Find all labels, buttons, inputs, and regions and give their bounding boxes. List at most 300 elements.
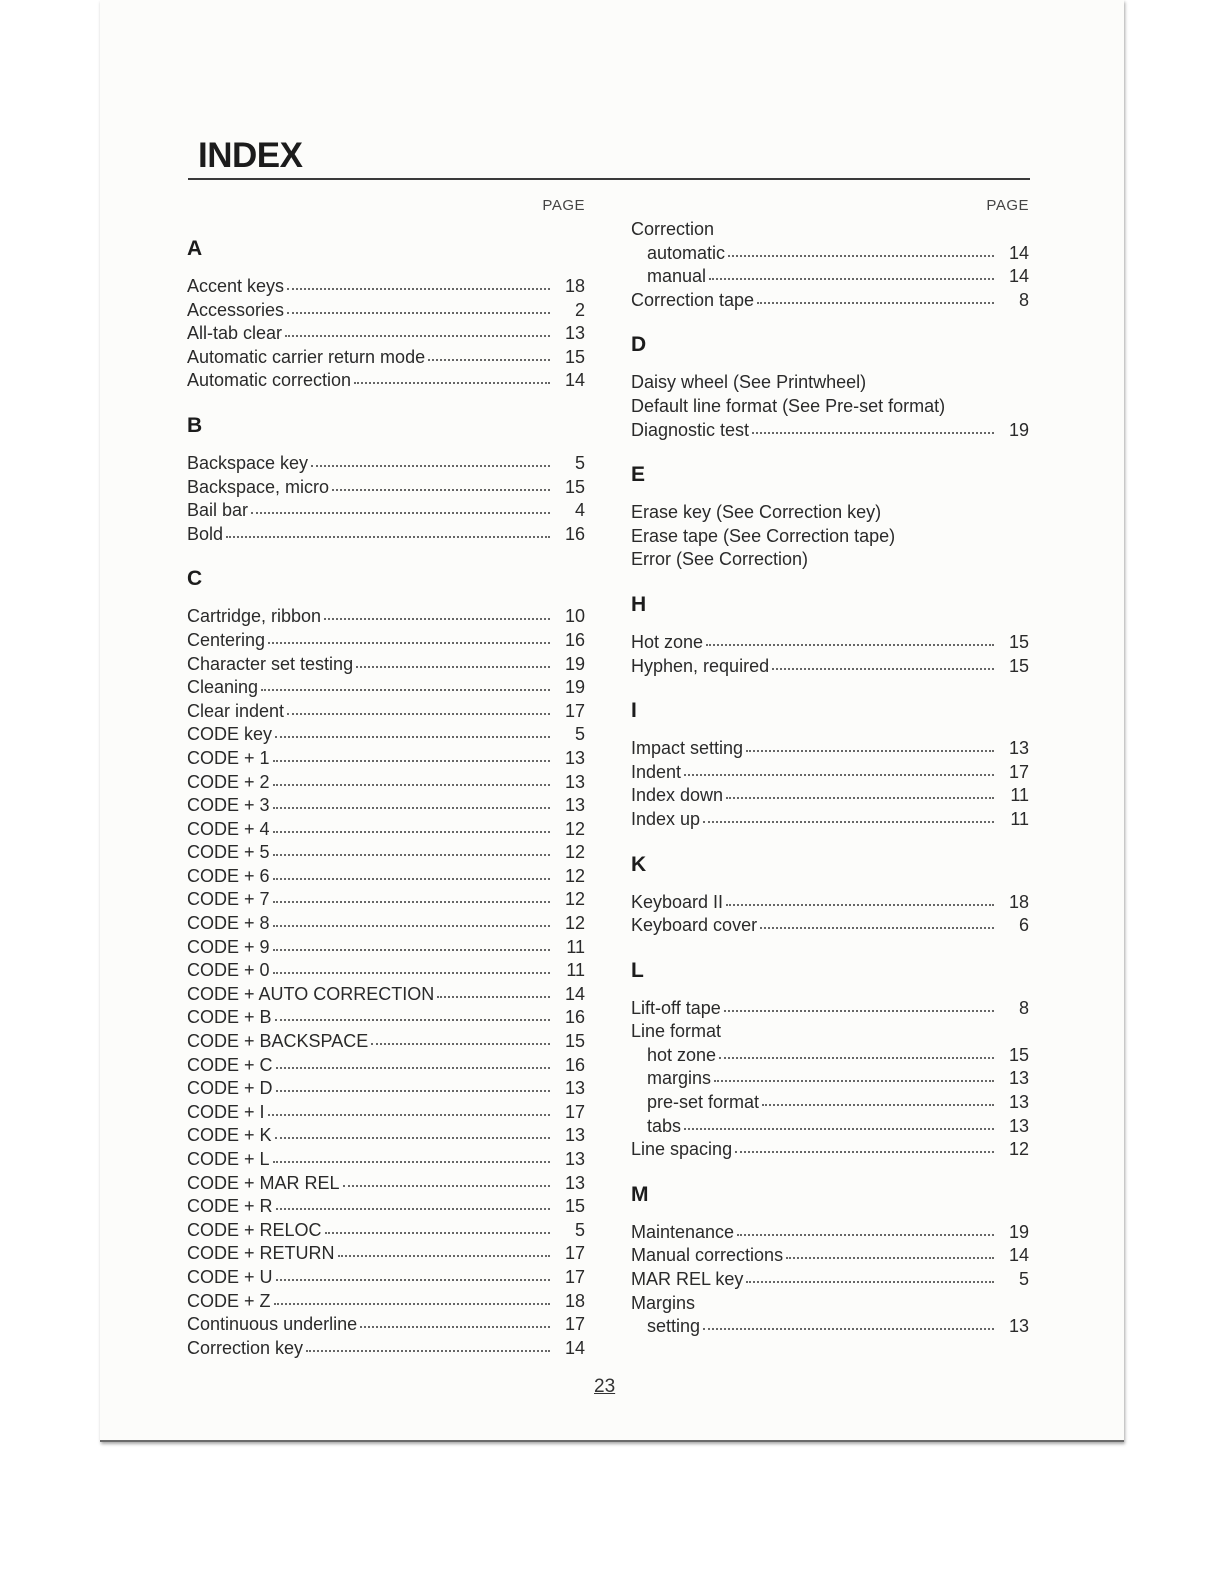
entry-page: 16: [564, 523, 585, 544]
entry-text: MAR REL key: [631, 1269, 744, 1290]
dot-leader: [273, 770, 550, 786]
dot-leader: [746, 736, 994, 752]
entry-page: 13: [564, 747, 585, 768]
index-entry: [631, 395, 1029, 419]
dot-leader: [724, 996, 994, 1012]
dot-leader: [746, 1267, 994, 1283]
page-column-header: PAGE: [986, 197, 1029, 214]
entry-page: 16: [564, 1054, 585, 1075]
dot-leader: [884, 502, 994, 516]
entry-text: CODE key: [187, 724, 273, 745]
index-entry: [187, 1148, 585, 1172]
entry-text: CODE + L: [187, 1149, 270, 1169]
entry-text: CODE + 2: [187, 771, 270, 792]
entry-page: 5: [574, 1219, 585, 1240]
dot-leader: [752, 418, 994, 434]
dot-leader: [371, 1029, 550, 1045]
index-section: [631, 463, 1029, 572]
index-section: [187, 567, 585, 1360]
entry-text: CODE + RETURN: [187, 1243, 335, 1264]
index-entry: [631, 548, 1029, 572]
dot-leader: [251, 498, 550, 514]
index-entry: [631, 891, 1029, 915]
entry-text: manual: [647, 266, 707, 287]
entry-text: CODE + D: [187, 1078, 273, 1099]
entry-text: Cleaning: [187, 677, 259, 698]
dot-leader: [275, 722, 550, 738]
section-letter: C: [187, 567, 203, 591]
index-entry: [187, 936, 585, 960]
index-entry: [187, 1290, 585, 1314]
index-entry: [631, 1268, 1029, 1292]
dot-leader: [811, 549, 994, 563]
index-entry: [187, 888, 585, 912]
entry-text: Character set testing: [187, 653, 354, 674]
entry-text: CODE + 5: [187, 842, 270, 863]
entry-text: Bold: [187, 523, 224, 544]
entry-page: 16: [564, 1007, 585, 1028]
dot-leader: [285, 321, 550, 337]
index-entry: [187, 299, 585, 323]
index-entry: [631, 1292, 1029, 1316]
entry-text: CODE + 6: [187, 865, 270, 886]
dot-leader: [703, 807, 994, 823]
dot-leader: [898, 526, 994, 540]
index-entry: [631, 242, 1029, 266]
index-entry: [631, 289, 1029, 313]
index-entry: [187, 818, 585, 842]
entry-text: CODE + R: [187, 1196, 273, 1217]
entry-text: Erase key (See Correction key): [631, 502, 882, 523]
entry-page: 17: [564, 1101, 585, 1122]
entry-page: 17: [564, 1243, 585, 1264]
entry-text: CODE + Z: [187, 1290, 271, 1311]
index-entry: [187, 1242, 585, 1266]
dot-leader: [703, 1314, 994, 1330]
entry-text: Impact setting: [631, 738, 744, 759]
entry-text: Manual corrections: [631, 1245, 784, 1266]
entry-text: CODE + AUTO CORRECTION: [187, 983, 435, 1004]
entry-text: Line spacing: [631, 1139, 733, 1160]
dot-leader: [273, 817, 550, 833]
entry-page: 13: [1008, 1115, 1029, 1136]
index-entry: [187, 1337, 585, 1361]
index-entry: [187, 1195, 585, 1219]
entry-text: Error (See Correction): [631, 549, 809, 570]
entry-page: 5: [574, 724, 585, 745]
entry-page: 15: [1008, 1044, 1029, 1065]
dot-leader: [719, 1043, 994, 1059]
dot-leader: [325, 1218, 550, 1234]
dot-leader: [724, 1021, 994, 1035]
entry-page: 12: [564, 818, 585, 839]
entry-text: CODE + 8: [187, 913, 270, 934]
index-entry: [631, 501, 1029, 525]
entry-page: 19: [564, 653, 585, 674]
index-entry: [187, 1077, 585, 1101]
entry-page: 17: [1008, 761, 1029, 782]
index-section: [631, 1183, 1029, 1339]
dot-leader: [760, 913, 994, 929]
entry-text: Bail bar: [187, 500, 249, 521]
section-letter: B: [187, 413, 203, 437]
entry-text: margins: [647, 1068, 712, 1089]
index-entry: [187, 1006, 585, 1030]
entry-text: Centering: [187, 629, 266, 650]
dot-leader: [273, 1147, 550, 1163]
dot-leader: [684, 760, 994, 776]
entry-page: 18: [1008, 891, 1029, 912]
entry-text: CODE + B: [187, 1007, 272, 1028]
dot-leader: [356, 652, 550, 668]
entry-text: Accessories: [187, 299, 285, 320]
index-entry: [187, 653, 585, 677]
entry-page: 16: [564, 629, 585, 650]
index-entry: [187, 1219, 585, 1243]
dot-leader: [276, 1076, 550, 1092]
entry-text: Backspace key: [187, 452, 309, 473]
index-entry: [187, 1030, 585, 1054]
index-entry: [187, 369, 585, 393]
index-section: [631, 593, 1029, 678]
entry-text: Automatic carrier return mode: [187, 346, 426, 367]
entry-page: 13: [564, 1125, 585, 1146]
entry-text: Index down: [631, 785, 724, 806]
dot-leader: [706, 630, 994, 646]
entry-page: 19: [564, 677, 585, 698]
entry-page: 11: [1010, 785, 1029, 806]
entry-page: 17: [564, 1266, 585, 1287]
dot-leader: [728, 241, 994, 257]
entry-page: 5: [1018, 1269, 1029, 1290]
index-entry: [631, 265, 1029, 289]
entry-text: CODE + 4: [187, 818, 270, 839]
dot-leader: [273, 911, 550, 927]
entry-text: Continuous underline: [187, 1314, 358, 1335]
entry-page: 17: [564, 700, 585, 721]
dot-leader: [762, 1090, 994, 1106]
dot-leader: [273, 864, 550, 880]
entry-page: 12: [564, 865, 585, 886]
entry-text: hot zone: [647, 1044, 717, 1065]
dot-leader: [332, 475, 550, 491]
page-column-header: PAGE: [542, 197, 585, 214]
dot-leader: [437, 982, 550, 998]
section-letter: M: [631, 1182, 649, 1206]
entry-page: 13: [1008, 1316, 1029, 1337]
section-list: [631, 218, 1029, 1339]
index-entry: [631, 1115, 1029, 1139]
entry-page: 6: [1018, 915, 1029, 936]
index-entry: [187, 476, 585, 500]
entry-text: Index up: [631, 808, 701, 829]
index-entry: [187, 1054, 585, 1078]
dot-leader: [268, 1100, 550, 1116]
dot-leader: [276, 1265, 550, 1281]
dot-leader: [261, 675, 550, 691]
entry-text: Diagnostic test: [631, 419, 750, 440]
index-entry: [187, 794, 585, 818]
entry-text: Correction: [631, 219, 715, 239]
dot-leader: [684, 1114, 994, 1130]
dot-leader: [268, 628, 550, 644]
index-section: [187, 414, 585, 546]
entry-text: Indent: [631, 761, 682, 782]
index-entry: [187, 700, 585, 724]
entry-page: 15: [564, 1196, 585, 1217]
index-section: [631, 333, 1029, 442]
section-letter: K: [631, 852, 647, 876]
index-entry: [187, 523, 585, 547]
index-entry: [631, 1244, 1029, 1268]
dot-leader: [287, 274, 550, 290]
dot-leader: [273, 958, 550, 974]
entry-text: CODE + 9: [187, 936, 270, 957]
dot-leader: [717, 219, 994, 233]
dot-leader: [948, 396, 994, 410]
dot-leader: [354, 368, 550, 384]
index-entry: [187, 1172, 585, 1196]
dot-leader: [698, 1293, 994, 1307]
index-entry: [631, 218, 1029, 242]
section-letter: E: [631, 463, 646, 487]
title-rule: [188, 178, 1030, 180]
index-section: [631, 853, 1029, 938]
entry-page: 11: [566, 936, 585, 957]
index-column-left: [187, 196, 585, 1360]
dot-leader: [273, 935, 550, 951]
index-entry: [187, 983, 585, 1007]
entry-page: 13: [564, 1149, 585, 1169]
index-entry: [631, 784, 1029, 808]
dot-leader: [338, 1241, 550, 1257]
entry-text: Hyphen, required: [631, 655, 770, 676]
entry-page: 13: [564, 1078, 585, 1099]
index-entry: [187, 1313, 585, 1337]
entry-text: CODE + 0: [187, 960, 270, 981]
entry-page: 12: [564, 913, 585, 934]
index-entry: [187, 841, 585, 865]
entry-page: 11: [566, 960, 585, 981]
dot-leader: [757, 288, 994, 304]
entry-page: 8: [1018, 289, 1029, 310]
index-entry: [187, 771, 585, 795]
dot-leader: [226, 522, 550, 538]
entry-text: CODE + BACKSPACE: [187, 1031, 369, 1052]
entry-text: CODE + I: [187, 1101, 265, 1122]
entry-text: Automatic correction: [187, 370, 352, 391]
entry-text: Correction key: [187, 1337, 304, 1358]
entry-page: 13: [564, 795, 585, 816]
entry-text: Maintenance: [631, 1221, 735, 1242]
entry-text: Correction tape: [631, 289, 755, 310]
dot-leader: [735, 1137, 994, 1153]
entry-text: CODE + 3: [187, 795, 270, 816]
entry-text: Margins: [631, 1292, 696, 1313]
dot-leader: [343, 1171, 550, 1187]
page-number: 23: [594, 1376, 616, 1397]
index-entry: [187, 346, 585, 370]
index-entry: [631, 1020, 1029, 1044]
entry-text: CODE + 7: [187, 889, 270, 910]
dot-leader: [276, 1194, 550, 1210]
entry-text: Keyboard II: [631, 891, 724, 912]
index-entry: [187, 452, 585, 476]
entry-text: Line format: [631, 1021, 722, 1042]
entry-text: Lift-off tape: [631, 997, 721, 1018]
entry-text: Erase tape (See Correction tape): [631, 525, 896, 546]
index-entry: [631, 419, 1029, 443]
dot-leader: [709, 264, 994, 280]
index-section: [631, 218, 1029, 312]
dot-leader: [726, 783, 994, 799]
index-section: [631, 699, 1029, 831]
entry-text: Clear indent: [187, 700, 285, 721]
dot-leader: [869, 372, 994, 386]
index-entry: [187, 959, 585, 983]
entry-text: Cartridge, ribbon: [187, 606, 322, 627]
entry-page: 13: [564, 771, 585, 792]
index-entry: [187, 912, 585, 936]
entry-text: CODE + RELOC: [187, 1219, 322, 1240]
entry-page: 15: [564, 346, 585, 367]
dot-leader: [273, 840, 550, 856]
entry-page: 17: [564, 1314, 585, 1335]
dot-leader: [714, 1066, 994, 1082]
entry-text: CODE + U: [187, 1266, 273, 1287]
entry-text: Default line format (See Pre-set format): [631, 395, 946, 416]
entry-text: Hot zone: [631, 631, 704, 652]
dot-leader: [786, 1243, 994, 1259]
entry-page: 5: [574, 452, 585, 473]
entry-page: 13: [1008, 1068, 1029, 1089]
index-section: [631, 959, 1029, 1162]
index-entry: [187, 1124, 585, 1148]
entry-page: 2: [574, 299, 585, 320]
dot-leader: [306, 1336, 550, 1352]
index-entry: [631, 631, 1029, 655]
dot-leader: [726, 890, 994, 906]
entry-text: Daisy wheel (See Printwheel): [631, 372, 867, 393]
index-entry: [631, 1221, 1029, 1245]
dot-leader: [273, 887, 550, 903]
index-entry: [631, 525, 1029, 549]
entry-text: automatic: [647, 242, 726, 263]
index-entry: [631, 1067, 1029, 1091]
index-entry: [187, 275, 585, 299]
index-entry: [187, 1101, 585, 1125]
entry-page: 12: [1008, 1139, 1029, 1160]
index-entry: [187, 747, 585, 771]
entry-text: pre-set format: [647, 1092, 760, 1113]
index-entry: [631, 914, 1029, 938]
entry-page: 15: [564, 1031, 585, 1052]
index-entry: [631, 1091, 1029, 1115]
dot-leader: [360, 1312, 550, 1328]
entry-page: 15: [564, 476, 585, 497]
entry-text: Keyboard cover: [631, 915, 758, 936]
entry-text: tabs: [647, 1115, 682, 1136]
entry-text: CODE + C: [187, 1054, 273, 1075]
index-entry: [631, 371, 1029, 395]
entry-page: 4: [574, 500, 585, 521]
index-entry: [631, 808, 1029, 832]
entry-page: 8: [1018, 997, 1029, 1018]
dot-leader: [274, 1289, 550, 1305]
section-letter: L: [631, 958, 644, 982]
entry-page: 13: [564, 1172, 585, 1193]
entry-page: 18: [564, 1290, 585, 1311]
dot-leader: [275, 1005, 550, 1021]
section-letter: D: [631, 333, 647, 357]
entry-page: 12: [564, 889, 585, 910]
index-entry: [631, 1315, 1029, 1339]
entry-page: 10: [564, 606, 585, 627]
index-entry: [187, 322, 585, 346]
index-entry: [631, 655, 1029, 679]
index-section: [187, 237, 585, 393]
dot-leader: [287, 298, 550, 314]
dot-leader: [311, 451, 550, 467]
entry-page: 12: [564, 842, 585, 863]
entry-text: setting: [647, 1316, 701, 1337]
index-entry: [631, 997, 1029, 1021]
entry-page: 14: [1008, 266, 1029, 287]
section-letter: A: [187, 237, 203, 260]
index-entry: [187, 629, 585, 653]
entry-page: 18: [564, 276, 585, 296]
entry-page: 13: [564, 323, 585, 344]
entry-text: All-tab clear: [187, 323, 283, 344]
page-title: INDEX: [198, 136, 303, 175]
dot-leader: [428, 345, 550, 361]
dot-leader: [276, 1053, 550, 1069]
dot-leader: [287, 699, 550, 715]
dot-leader: [324, 604, 550, 620]
index-entry: [187, 723, 585, 747]
index-entry: [187, 1266, 585, 1290]
entry-page: 14: [564, 370, 585, 391]
entry-page: 15: [1008, 655, 1029, 676]
dot-leader: [275, 1123, 550, 1139]
entry-page: 14: [564, 1337, 585, 1358]
entry-page: 13: [1008, 738, 1029, 759]
entry-text: CODE + K: [187, 1125, 272, 1146]
entry-page: 14: [564, 983, 585, 1004]
section-list: [187, 237, 585, 1360]
index-entry: [631, 737, 1029, 761]
index-entry: [631, 1044, 1029, 1068]
entry-text: CODE + 1: [187, 747, 270, 768]
dot-leader: [273, 793, 550, 809]
index-entry: [631, 761, 1029, 785]
entry-page: 19: [1008, 419, 1029, 440]
index-column-right: [631, 196, 1029, 1339]
entry-text: Backspace, micro: [187, 476, 330, 497]
dot-leader: [273, 746, 550, 762]
dot-leader: [737, 1220, 994, 1236]
index-entry: [187, 499, 585, 523]
entry-text: CODE + MAR REL: [187, 1172, 340, 1193]
dot-leader: [772, 654, 994, 670]
index-entry: [187, 676, 585, 700]
entry-page: 19: [1008, 1221, 1029, 1242]
index-entry: [631, 1138, 1029, 1162]
entry-text: Accent keys: [187, 276, 285, 296]
entry-page: 15: [1008, 631, 1029, 652]
entry-page: 13: [1008, 1092, 1029, 1113]
index-entry: [187, 605, 585, 629]
